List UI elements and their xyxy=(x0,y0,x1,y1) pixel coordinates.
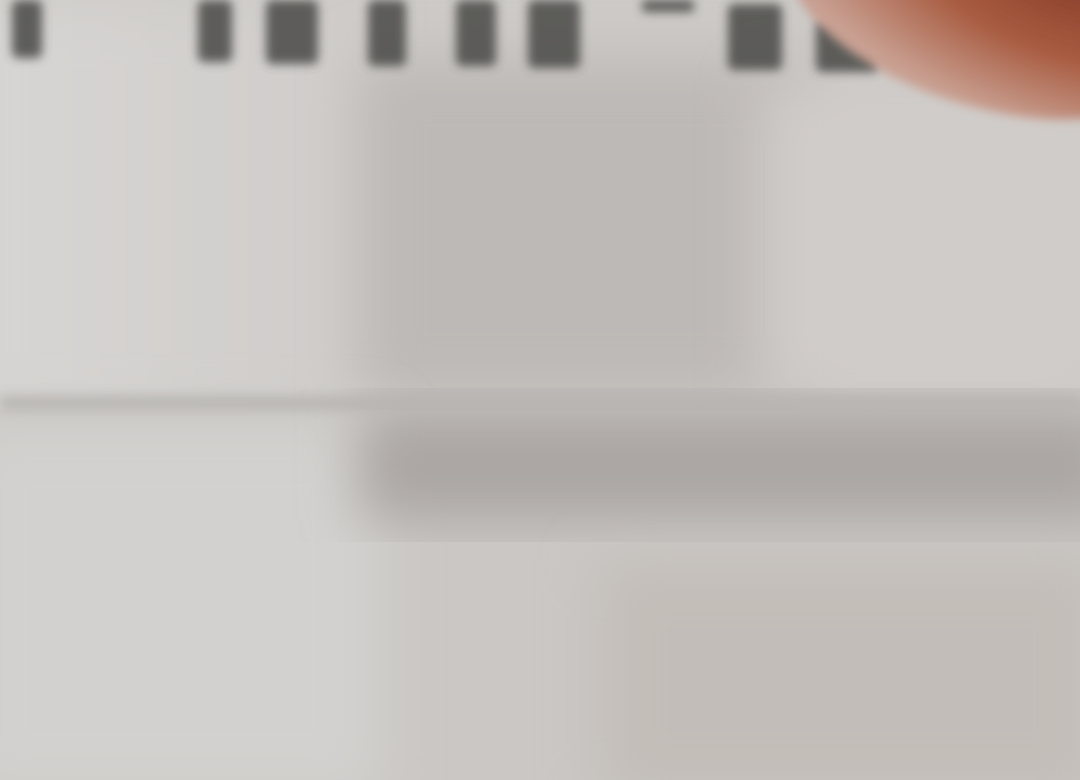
print-mark xyxy=(642,0,694,12)
lower-left-light xyxy=(0,420,380,780)
print-mark xyxy=(456,0,496,66)
print-mark xyxy=(728,4,782,70)
center-shade xyxy=(360,60,820,400)
right-light xyxy=(760,80,1080,400)
print-mark xyxy=(266,0,318,64)
print-mark xyxy=(198,0,232,62)
lower-right-warm xyxy=(600,560,1080,780)
print-mark xyxy=(368,0,406,66)
print-mark xyxy=(12,0,42,58)
fold-line xyxy=(0,396,1080,410)
lower-shadow xyxy=(360,410,1080,520)
print-mark xyxy=(528,0,580,68)
